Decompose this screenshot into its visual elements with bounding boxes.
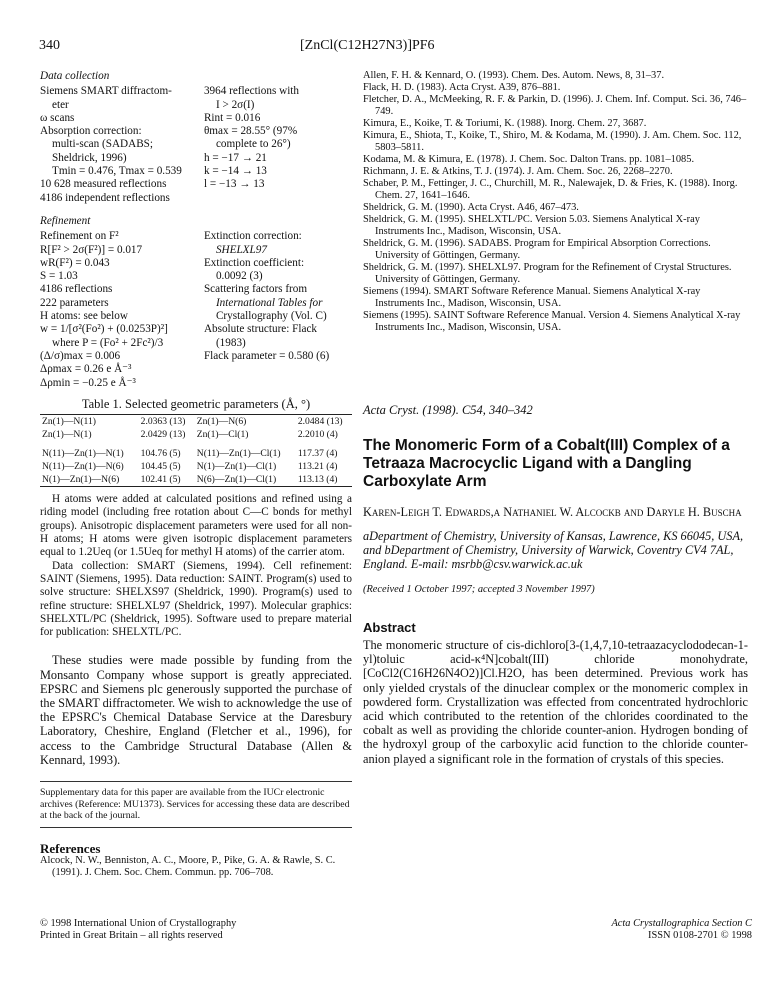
journal-name: Acta Crystallographica Section C bbox=[611, 918, 752, 929]
table-row bbox=[40, 428, 352, 444]
ref-left-line: w = 1/[σ²(Fo²) + (0.0253P)²] bbox=[40, 323, 168, 336]
references-heading: References bbox=[40, 840, 101, 856]
left-column bbox=[40, 70, 352, 879]
geometric-parameters-table bbox=[40, 414, 352, 487]
received-dates: (Received 1 October 1997; accepted 3 November 1997) bbox=[363, 584, 595, 596]
table-cell: 117.37 (4) bbox=[297, 448, 338, 460]
reference-item: Kimura, E., Koike, T. & Toriumi, K. (1988). Inorg. Chem. 27, 3687. bbox=[363, 118, 647, 129]
table-cell: 113.21 (4) bbox=[297, 461, 338, 473]
table-cell: 102.41 (5) bbox=[140, 474, 181, 486]
ref-right-line: Scattering factors from bbox=[203, 283, 308, 296]
journal-reference: Acta Cryst. (1998). C54, 340–342 bbox=[363, 403, 533, 417]
dc-left-line: ω scans bbox=[40, 111, 75, 124]
ref-left-line: 4186 reflections bbox=[40, 283, 113, 296]
reference-item: Siemens (1995). SAINT Software Reference Manual. Version 4. Siemens Analytical X-ray Instruments Inc., Madison, Wisconsin, USA. bbox=[363, 310, 741, 333]
dc-right-line: Rint = 0.016 bbox=[203, 111, 261, 124]
ref-left-line: Δρmin = −0.25 e Å⁻³ bbox=[40, 376, 136, 389]
table-cell: N(1)—Zn(1)—N(6) bbox=[42, 474, 120, 486]
table-cell: N(11)—Zn(1)—Cl(1) bbox=[196, 448, 281, 460]
ref-left-line: Refinement on F² bbox=[40, 230, 119, 243]
reference-item: Alcock, N. W., Benniston, A. C., Moore, P., Pike, G. A. & Rawle, S. C. (1991). J. Chem. Soc. Chem. Commun. pp. 706–708. bbox=[40, 855, 336, 879]
reference-item: Siemens (1994). SMART Software Reference Manual. Siemens Analytical X-ray Instruments Inc., Madison, Wisconsin, USA. bbox=[363, 286, 701, 309]
table-row bbox=[40, 473, 352, 487]
reference-item: Fletcher, D. A., McMeeking, R. F. & Parkin, D. (1996). J. Chem. Inf. Comput. Sci. 36, 746–749. bbox=[363, 94, 747, 117]
data-collection-block bbox=[40, 85, 352, 205]
table-cell: 2.0484 (13) bbox=[297, 416, 343, 428]
affiliation: aDepartment of Chemistry, University of Kansas, Lawrence, KS 66045, USA, and bDepartment of Chemistry, University of Warwick, Coventry CV4 7AL, England. E-mail: msrbb@csv.warwick.ac.uk bbox=[363, 529, 744, 572]
table-cell: Zn(1)—N(11) bbox=[42, 416, 96, 428]
issn: ISSN 0108-2701 © 1998 bbox=[647, 930, 752, 941]
dc-left-line: Absorption correction: bbox=[40, 125, 142, 138]
abstract-heading: Abstract bbox=[363, 619, 416, 635]
dc-right-line: k = −14 → 13 bbox=[203, 165, 267, 178]
table-cell: N(11)—Zn(1)—N(6) bbox=[42, 461, 124, 473]
ref-left-line: wR(F²) = 0.043 bbox=[40, 256, 110, 269]
reference-item: Sheldrick, G. M. (1996). SADABS. Program for Empirical Absorption Corrections. University of Göttingen, Germany. bbox=[363, 238, 711, 261]
dc-right-line: θmax = 28.55° (97% bbox=[203, 125, 298, 138]
reference-item: Kimura, E., Shiota, T., Koike, T., Shiro, M. & Kodama, M. (1990). J. Am. Chem. Soc. 112, 5803–5811. bbox=[363, 130, 742, 153]
table-cell: 113.13 (4) bbox=[297, 474, 338, 486]
ref-left-line: R[F² > 2σ(F²)] = 0.017 bbox=[40, 243, 143, 256]
ref-left-line: where P = (Fo² + 2Fc²)/3 bbox=[52, 336, 164, 349]
table-row bbox=[40, 415, 352, 429]
data-collection-heading: Data collection bbox=[40, 70, 110, 82]
authors: Karen-Leigh T. Edwards,a Nathaniel W. Alcockb and Daryle H. Buscha bbox=[363, 505, 742, 520]
table-cell: 104.76 (5) bbox=[140, 448, 181, 460]
table-cell: Zn(1)—N(6) bbox=[196, 416, 247, 428]
refinement-heading: Refinement bbox=[40, 214, 91, 227]
reference-item: Flack, H. D. (1983). Acta Cryst. A39, 876–881. bbox=[363, 82, 561, 93]
table-row bbox=[40, 460, 352, 473]
dc-left-line: Sheldrick, 1996) bbox=[52, 151, 127, 164]
h-atoms-paragraph: H atoms were added at calculated positions and refined using a riding model (including free rotation about C—C bonds for methyl groups). Anisotropic displacement parameters were used for all non-H atoms; H atoms were given isotropic displacement parameters equal to 1.2Ueq (or 1.5Ueq for methyl H atoms) of the carrier atom. bbox=[40, 493, 352, 559]
reference-item: Schaber, P. M., Fettinger, J. C., Churchill, M. R., Nalewajek, D. & Fries, K. (1988). Inorg. Chem. 27, 1641–1646. bbox=[363, 178, 738, 201]
reference-item: Richmann, J. E. & Atkins, T. J. (1974). J. Am. Chem. Soc. 26, 2268–2270. bbox=[363, 166, 673, 177]
dc-right-line: complete to 26°) bbox=[215, 138, 291, 151]
right-column bbox=[363, 70, 748, 766]
dc-left-line: 10 628 measured reflections bbox=[40, 178, 167, 191]
table-cell: Zn(1)—N(1) bbox=[42, 429, 92, 441]
table1-title: Table 1. Selected geometric parameters (Å, °) bbox=[81, 396, 311, 411]
ref-right-line: SHELXL97 bbox=[215, 243, 267, 256]
dc-left-line: multi-scan (SADABS; bbox=[52, 138, 153, 151]
printed-note: Printed in Great Britain – all rights reserved bbox=[40, 930, 223, 941]
dc-left-line: eter bbox=[52, 98, 69, 111]
table-cell: N(1)—Zn(1)—Cl(1) bbox=[196, 461, 277, 473]
table-cell: 2.2010 (4) bbox=[297, 429, 338, 441]
ref-right-line: Absolute structure: Flack bbox=[203, 323, 318, 336]
reference-item: Sheldrick, G. M. (1995). SHELXTL/PC. Version 5.03. Siemens Analytical X-ray Instruments Inc., Madison, Wisconsin, USA. bbox=[363, 214, 700, 237]
footer-left bbox=[40, 918, 236, 942]
table-cell: 2.0429 (13) bbox=[140, 429, 186, 441]
page-number: 340 bbox=[39, 38, 60, 53]
supplementary-box: Supplementary data for this paper are available from the IUCr electronic archives (Reference: MU1373). Services for accessing these data are described at the back of the journal. bbox=[40, 781, 352, 828]
reference-item: Kodama, M. & Kimura, E. (1978). J. Chem. Soc. Dalton Trans. pp. 1081–1085. bbox=[363, 154, 695, 165]
table-cell: Zn(1)—Cl(1) bbox=[196, 429, 249, 441]
dc-right-line: I > 2σ(I) bbox=[215, 98, 255, 111]
table-cell: N(6)—Zn(1)—Cl(1) bbox=[196, 474, 277, 486]
abstract-text: The monomeric structure of cis-dichloro[3-(1,4,7,10-tetraazacyclododecan-1-yl)toluic acid-κ⁴N]cobalt(III) chloride monohydrate, [CoCl2(C16H26N4O2)]Cl.H2O, has been determined. Previous work has only yielded crystals of the dinuclear complex or the monomeric complex in powdered form. Crystallization was effected from concentrated hydrochloric acid which contributed to the retention of the chlorides coordinated to the cobalt as well as providing the chloride counter-anion. Hydrogen bonding of the hydroxyl group of the carboxylic acid function to the chloride counter-anion played a significant role in the formation of crystals of this species. bbox=[363, 637, 748, 766]
running-header-formula: [ZnCl(C12H27N3)]PF6 bbox=[300, 38, 435, 53]
table-cell: 2.0363 (13) bbox=[140, 416, 186, 428]
ref-left-line: Δρmax = 0.26 e Å⁻³ bbox=[40, 363, 132, 376]
references-list bbox=[363, 70, 748, 334]
software-paragraph: Data collection: SMART (Siemens, 1994). Cell refinement: SAINT (Siemens, 1995). Data reduction: SAINT. Program(s) used to solve structure: SHELXS97 (Sheldrick, 1990). Program(s) used to refine structure: SHELXL97 (Sheldrick, 1997). Molecular graphics: SHELXTL/PC (Sheldrick, 1995). Software used to prepare material for publication: SHELXTL/PC. bbox=[40, 559, 352, 639]
ref-right-line: (1983) bbox=[215, 336, 246, 349]
table-row bbox=[40, 444, 352, 460]
footer-right bbox=[546, 918, 752, 942]
ref-right-line: 0.0092 (3) bbox=[215, 270, 263, 283]
ref-right-line: Crystallography (Vol. C) bbox=[215, 310, 327, 323]
dc-left-line: 4186 independent reflections bbox=[40, 191, 170, 204]
reference-item: Sheldrick, G. M. (1990). Acta Cryst. A46, 467–473. bbox=[363, 202, 579, 213]
ref-right-line: Flack parameter = 0.580 (6) bbox=[203, 349, 330, 362]
dc-left-line: Siemens SMART diffractom- bbox=[40, 85, 172, 98]
reference-item: Sheldrick, G. M. (1997). SHELXL97. Program for the Refinement of Crystal Structures. University of Göttingen, Germany. bbox=[363, 262, 732, 285]
dc-right-line: l = −13 → 13 bbox=[203, 178, 265, 191]
ref-left-line: S = 1.03 bbox=[40, 270, 78, 283]
table-cell: 104.45 (5) bbox=[140, 461, 181, 473]
table-cell: N(11)—Zn(1)—N(1) bbox=[42, 448, 124, 460]
ref-right-line: Extinction coefficient: bbox=[203, 256, 305, 269]
ref-right-line: Extinction correction: bbox=[203, 230, 302, 243]
acknowledgement-paragraph: These studies were made possible by funding from the Monsanto Company whose support is greatly appreciated. EPSRC and Siemens plc generously supported the purchase of the SMART diffractometer. We wish to acknowledge the use of the EPSRC's Chemical Database Service at the Daresbury Laboratory, Cheshire, England (Fletcher et al., 1996), for access to the Cambridge Structural Database (Allen & Kennard, 1993). bbox=[40, 653, 352, 767]
ref-left-line: (Δ/σ)max = 0.006 bbox=[40, 349, 121, 362]
dc-left-line: Tmin = 0.476, Tmax = 0.539 bbox=[52, 165, 182, 178]
copyright: © 1998 International Union of Crystallography bbox=[40, 918, 237, 929]
dc-right-line: h = −17 → 21 bbox=[203, 151, 267, 164]
ref-left-line: H atoms: see below bbox=[40, 310, 128, 323]
dc-right-line: 3964 reflections with bbox=[203, 85, 300, 98]
article-title: The Monomeric Form of a Cobalt(III) Complex of a Tetraaza Macrocyclic Ligand with a Dangling Carboxylate Arm bbox=[363, 437, 730, 491]
ref-left-line: 222 parameters bbox=[40, 296, 109, 309]
ref-right-line: International Tables for bbox=[215, 296, 323, 309]
reference-item: Allen, F. H. & Kennard, O. (1993). Chem. Des. Autom. News, 8, 31–37. bbox=[363, 70, 665, 81]
refinement-block bbox=[40, 230, 352, 390]
